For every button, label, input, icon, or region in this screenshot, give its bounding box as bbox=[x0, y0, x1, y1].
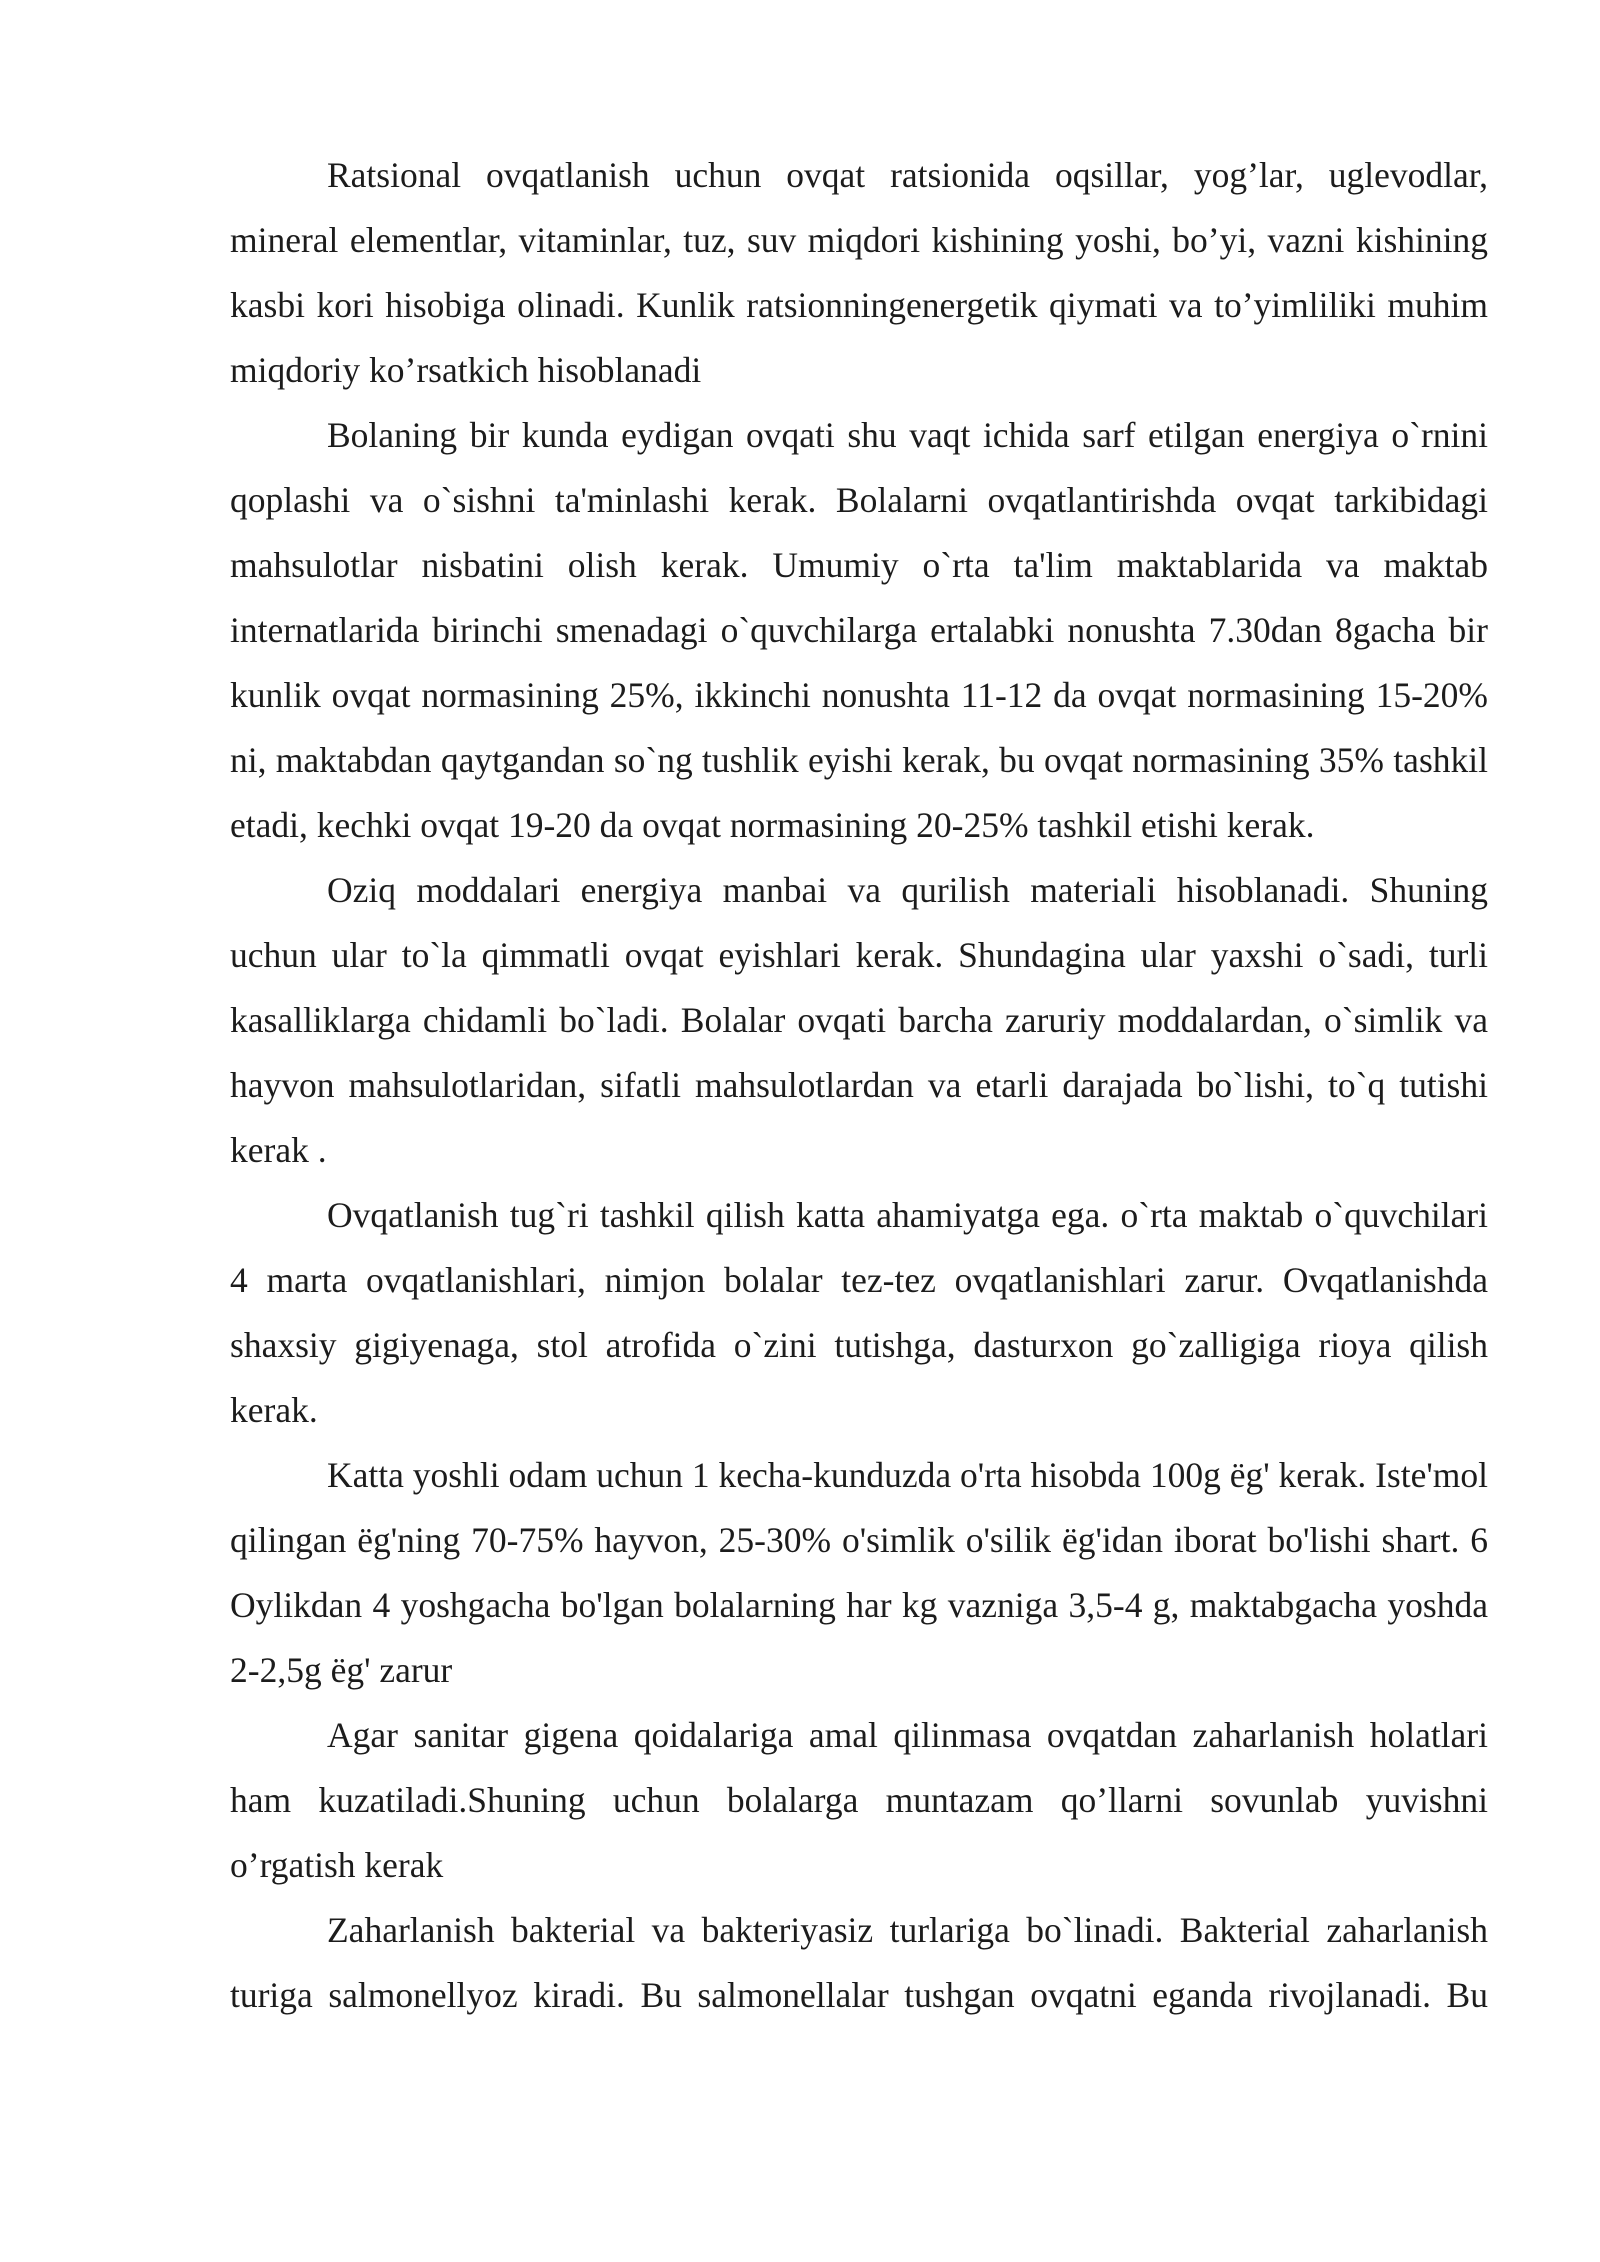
paragraph-meal-organization: Ovqatlanish tug`ri tashkil qilish katta ahamiyatga ega. o`rta maktab o`quvchilari 4 marta ovqatlanishlari, nimjon bolalar tez-tez ovqatlanishlari zarur. Ovqatlanishda shaxsiy gigiyenaga, stol atrofida o`zini tutishga, dasturxon go`zalligiga rioya qilish kerak. bbox=[230, 1195, 1488, 1430]
paragraph-nutrients: Oziq moddalari energiya manbai va qurilish materiali hisoblanadi. Shuning uchun ular to`la qimmatli ovqat eyishlari kerak. Shundagina ular yaxshi o`sadi, turli kasalliklarga chidamli bo`ladi. Bolalar ovqati barcha zaruriy moddalardan, o`simlik va hayvon mahsulotlaridan, sifatli mahsulotlardan va etarli darajada bo`lishi, to`q tutishi kerak . bbox=[230, 870, 1488, 1170]
document-body bbox=[230, 143, 1488, 2028]
paragraph-poisoning-types: Zaharlanish bakterial va bakteriyasiz turlariga bo`linadi. Bakterial zaharlanish turiga salmonellyoz kiradi. Bu salmonellalar tushgan ovqatni eganda rivojlanadi. Bu bbox=[230, 1910, 1488, 2015]
paragraph-sanitary-rules: Agar sanitar gigena qoidalariga amal qilinmasa ovqatdan zaharlanish holatlari ham kuzatiladi.Shuning uchun bolalarga muntazam qo’llarni sovunlab yuvishni o’rgatish kerak bbox=[230, 1715, 1488, 1885]
paragraph-rational-nutrition: Ratsional ovqatlanish uchun ovqat ratsionida oqsillar, yog’lar, uglevodlar, mineral elementlar, vitaminlar, tuz, suv miqdori kishining yoshi, bo’yi, vazni kishining kasbi kori hisobiga olinadi. Kunlik ratsionningenergetik qiymati va to’yimliliki muhim miqdoriy ko’rsatkich hisoblanadi bbox=[230, 155, 1488, 390]
paragraph-fat-requirements: Katta yoshli odam uchun 1 kecha-kunduzda o'rta hisobda 100g ёg' kerak. Iste'mol qilingan ёg'ning 70-75% hayvon, 25-30% o'simlik o'silik ёg'idan iborat bo'lishi shart. 6 Oylikdan 4 yoshgacha bo'lgan bolalarning har kg vazniga 3,5-4 g, maktabgacha yoshda 2-2,5g ёg' zarur bbox=[230, 1455, 1488, 1690]
paragraph-child-meal-schedule: Bolaning bir kunda eydigan ovqati shu vaqt ichida sarf etilgan energiya o`rnini qoplashi va o`sishni ta'minlashi kerak. Bolalarni ovqatlantirishda ovqat tarkibidagi mahsulotlar nisbatini olish kerak. Umumiy o`rta ta'lim maktablarida va maktab internatlarida birinchi smenadagi o`quvchilarga ertalabki nonushta 7.30dan 8gacha bir kunlik ovqat normasining 25%, ikkinchi nonushta 11-12 da ovqat normasining 15-20% ni, maktabdan qaytgandan so`ng tushlik eyishi kerak, bu ovqat normasining 35% tashkil etadi, kechki ovqat 19-20 da ovqat normasining 20-25% tashkil etishi kerak. bbox=[230, 415, 1488, 845]
